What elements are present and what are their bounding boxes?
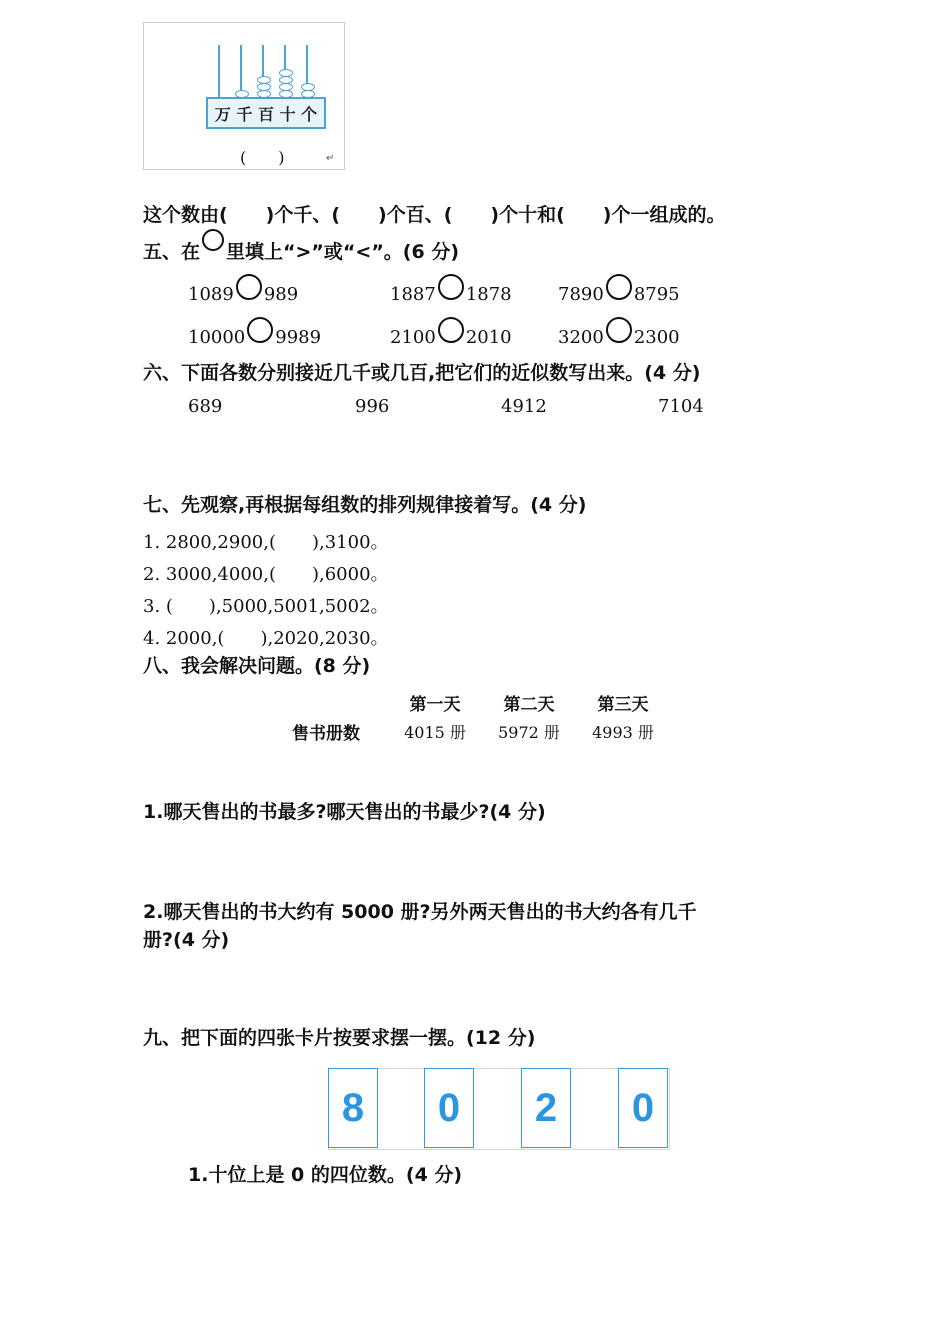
table-cell: 4993 册	[592, 723, 654, 742]
compare-left: 1089	[188, 284, 234, 305]
question-9-1: 1.十位上是 0 的四位数。(4 分)	[188, 1164, 463, 1186]
section-6-title: 六、下面各数分别接近几千或几百,把它们的近似数写出来。(4 分)	[143, 362, 701, 384]
card-digit: 8	[341, 1085, 365, 1130]
approx-number: 996	[355, 396, 390, 417]
section-5-title	[143, 237, 459, 264]
abacus-answer-blank: ( )	[240, 148, 285, 167]
table-header: 第一天	[409, 695, 461, 715]
compare-right: 8795	[633, 284, 680, 305]
sequence-line: 4. 2000,( ),2020,2030。	[143, 628, 389, 649]
number-card[interactable]	[521, 1068, 571, 1148]
compare-left: 7890	[558, 284, 604, 305]
compare-circle-icon[interactable]	[236, 274, 262, 300]
question-8-2-line2: 册?(4 分)	[143, 929, 230, 951]
place-label: 万	[214, 104, 231, 124]
compare-right: 1878	[465, 284, 512, 305]
place-label: 百	[257, 104, 274, 124]
place-label: 个	[301, 104, 318, 124]
section-7-title: 七、先观察,再根据每组数的排列规律接着写。(4 分)	[143, 494, 587, 516]
abacus-rod	[218, 45, 220, 99]
table-header: 第二天	[503, 695, 555, 715]
section-5-title-a: 五、在	[143, 241, 201, 263]
compare-right: 989	[263, 284, 299, 305]
compare-circle-icon[interactable]	[438, 317, 464, 343]
q4-composition-line: 这个数由( )个千、( )个百、( )个十和( )个一组成的。	[143, 204, 726, 226]
compare-right: 9989	[275, 327, 322, 348]
table-cell: 5972 册	[498, 723, 560, 742]
approx-number: 7104	[658, 396, 704, 417]
abacus-bead	[257, 83, 271, 91]
abacus-place-labels	[206, 97, 326, 129]
number-card[interactable]	[618, 1068, 668, 1148]
compare-circle-icon[interactable]	[606, 317, 632, 343]
compare-circle-icon[interactable]	[247, 317, 273, 343]
card-digit: 0	[437, 1085, 461, 1130]
return-mark-icon: ↵	[326, 153, 335, 164]
compare-right: 2300	[633, 327, 680, 348]
compare-item	[188, 327, 321, 353]
card-digit: 0	[631, 1085, 655, 1130]
abacus-bead	[279, 76, 293, 84]
section-9-title: 九、把下面的四张卡片按要求摆一摆。(12 分)	[143, 1027, 536, 1049]
sequence-line: 2. 3000,4000,( ),6000。	[143, 564, 389, 585]
number-card[interactable]	[424, 1068, 474, 1148]
table-header: 第三天	[597, 695, 649, 715]
sequence-line: 3. ( ),5000,5001,5002。	[143, 596, 389, 617]
compare-circle-icon	[202, 229, 224, 251]
compare-circle-icon[interactable]	[438, 274, 464, 300]
compare-circle-icon[interactable]	[606, 274, 632, 300]
compare-right: 2010	[465, 327, 512, 348]
table-row	[292, 717, 670, 746]
question-8-2-line1: 2.哪天售出的书大约有 5000 册?另外两天售出的书大约各有几千	[143, 901, 697, 923]
compare-item	[558, 327, 680, 353]
compare-left: 2100	[390, 327, 436, 348]
compare-item	[390, 327, 512, 353]
compare-item	[188, 284, 298, 310]
place-label: 十	[279, 104, 296, 124]
compare-left: 1887	[390, 284, 436, 305]
card-digit: 2	[534, 1085, 558, 1130]
table-cell: 4015 册	[404, 723, 466, 742]
section-5-title-b: 里填上“>”或“<”。(6 分)	[226, 241, 460, 263]
compare-left: 10000	[188, 327, 246, 348]
approx-number: 4912	[501, 396, 547, 417]
abacus-bead	[257, 76, 271, 84]
abacus-bead	[279, 69, 293, 77]
section-8-title: 八、我会解决问题。(8 分)	[143, 655, 371, 677]
table-header-row	[292, 688, 670, 717]
row-label: 售书册数	[292, 724, 360, 744]
approx-number: 689	[188, 396, 223, 417]
number-card[interactable]	[328, 1068, 378, 1148]
book-sales-table	[292, 688, 670, 746]
question-8-1: 1.哪天售出的书最多?哪天售出的书最少?(4 分)	[143, 801, 546, 823]
compare-item	[390, 284, 512, 310]
abacus-bead	[301, 83, 315, 91]
place-label: 千	[236, 104, 253, 124]
abacus-figure	[143, 22, 345, 170]
compare-left: 3200	[558, 327, 604, 348]
sequence-line: 1. 2800,2900,( ),3100。	[143, 532, 389, 553]
compare-item	[558, 284, 680, 310]
abacus-bead	[279, 83, 293, 91]
